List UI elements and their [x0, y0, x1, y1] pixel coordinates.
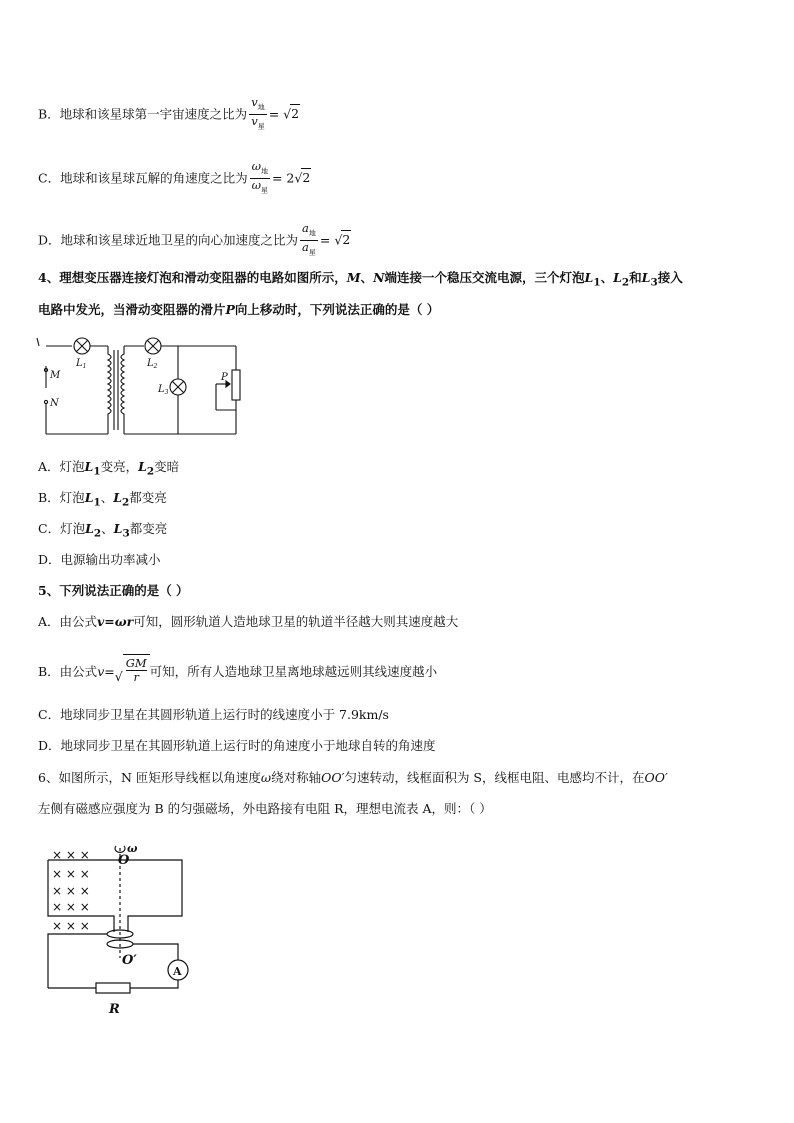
q3-option-c: C．地球和该星球瓦解的角速度之比为 $\frac{\omega_地}{\omega_星}$ = 2√2 [38, 160, 311, 198]
q6-stem-line1: 6、如图所示，N 匝矩形导线框以角速度ω绕对称轴OO′匀速转动，线框面积为 S，线框电阻、电感均不计，在OO′ [38, 770, 668, 785]
terminal-n-label: N [50, 398, 59, 409]
svg-text:× × ×: × × × [52, 867, 90, 881]
axis-o-label: O [118, 853, 130, 868]
angular-velocity-ratio-fraction: $\frac{\omega_地}{\omega_星}$ [251, 159, 268, 195]
q4-stem-line2: 电路中发光，当滑动变阻器的滑片P向上移动时，下列说法正确的是（ ） [38, 302, 440, 317]
axis-o-prime-label: O′ [122, 953, 137, 968]
ammeter-label: A [173, 965, 182, 978]
magnetic-field-marks [52, 848, 90, 933]
q4-option-c: C．灯泡$L_2$、$L_3$都变亮 [38, 521, 168, 540]
svg-text:× × ×: × × × [52, 884, 90, 898]
sqrt-gm-over-r: √ $\frac{GM}{r}$ [115, 654, 150, 691]
lamp-l2-label: $L_2$ [147, 358, 158, 370]
lamp-l1-label: $L_1$ [76, 358, 87, 370]
acceleration-ratio-fraction: $\frac{a_地}{a_星}$ [302, 221, 316, 257]
q5-option-a: A．由公式v=ωr可知，圆形轨道人造地球卫星的轨道半径越大则其速度越大 [38, 614, 459, 629]
svg-text:× × ×: × × × [52, 919, 90, 933]
q4-option-a: A．灯泡$L_1$变亮，$L_2$变暗 [38, 459, 180, 478]
q4-option-d: D．电源输出功率减小 [38, 552, 161, 567]
q5-stem: 5、下列说法正确的是（ ） [38, 583, 189, 598]
velocity-ratio-fraction: $\frac{v_地}{v_星}$ [251, 95, 265, 131]
resistor-label: R [109, 1002, 120, 1017]
svg-text:× × ×: × × × [52, 848, 90, 862]
q6-stem-line2: 左侧有磁感应强度为 B 的匀强磁场，外电路接有电阻 R，理想电流表 A，则：（ ） [38, 801, 492, 816]
q5-option-d: D．地球同步卫星在其圆形轨道上运行时的角速度小于地球自转的角速度 [38, 738, 436, 753]
rotating-coil-diagram [38, 838, 198, 1020]
q3-option-d: D．地球和该星球近地卫星的向心加速度之比为 $\frac{a_地}{a_星}$ = √2 [38, 222, 351, 260]
transformer-circuit-diagram [36, 336, 246, 440]
q4-option-b: B．灯泡$L_1$、$L_2$都变亮 [38, 490, 167, 509]
lamp-l3-label: $L_3$ [158, 384, 169, 396]
q4-stem-line1: 4、理想变压器连接灯泡和滑动变阻器的电路如图所示，M、N端连接一个稳压交流电源，三个灯泡$L_1$、$L_2$和$L_3$接入 [38, 270, 683, 289]
q5-option-b: B．由公式v=√ $\frac{GM}{r}$ 可知，所有人造地球卫星离地球越远则其线速度越小 [38, 654, 437, 691]
omega-label: ω [127, 842, 138, 855]
q5-option-c: C．地球同步卫星在其圆形轨道上运行时的线速度小于 7.9km/s [38, 707, 389, 722]
slider-p-label: P [221, 372, 228, 383]
terminal-m-label: M [50, 370, 61, 381]
q3-option-b: B．地球和该星球第一宇宙速度之比为 $\frac{v_地}{v_星}$ = √2 [38, 96, 300, 134]
svg-text:× × ×: × × × [52, 900, 90, 914]
